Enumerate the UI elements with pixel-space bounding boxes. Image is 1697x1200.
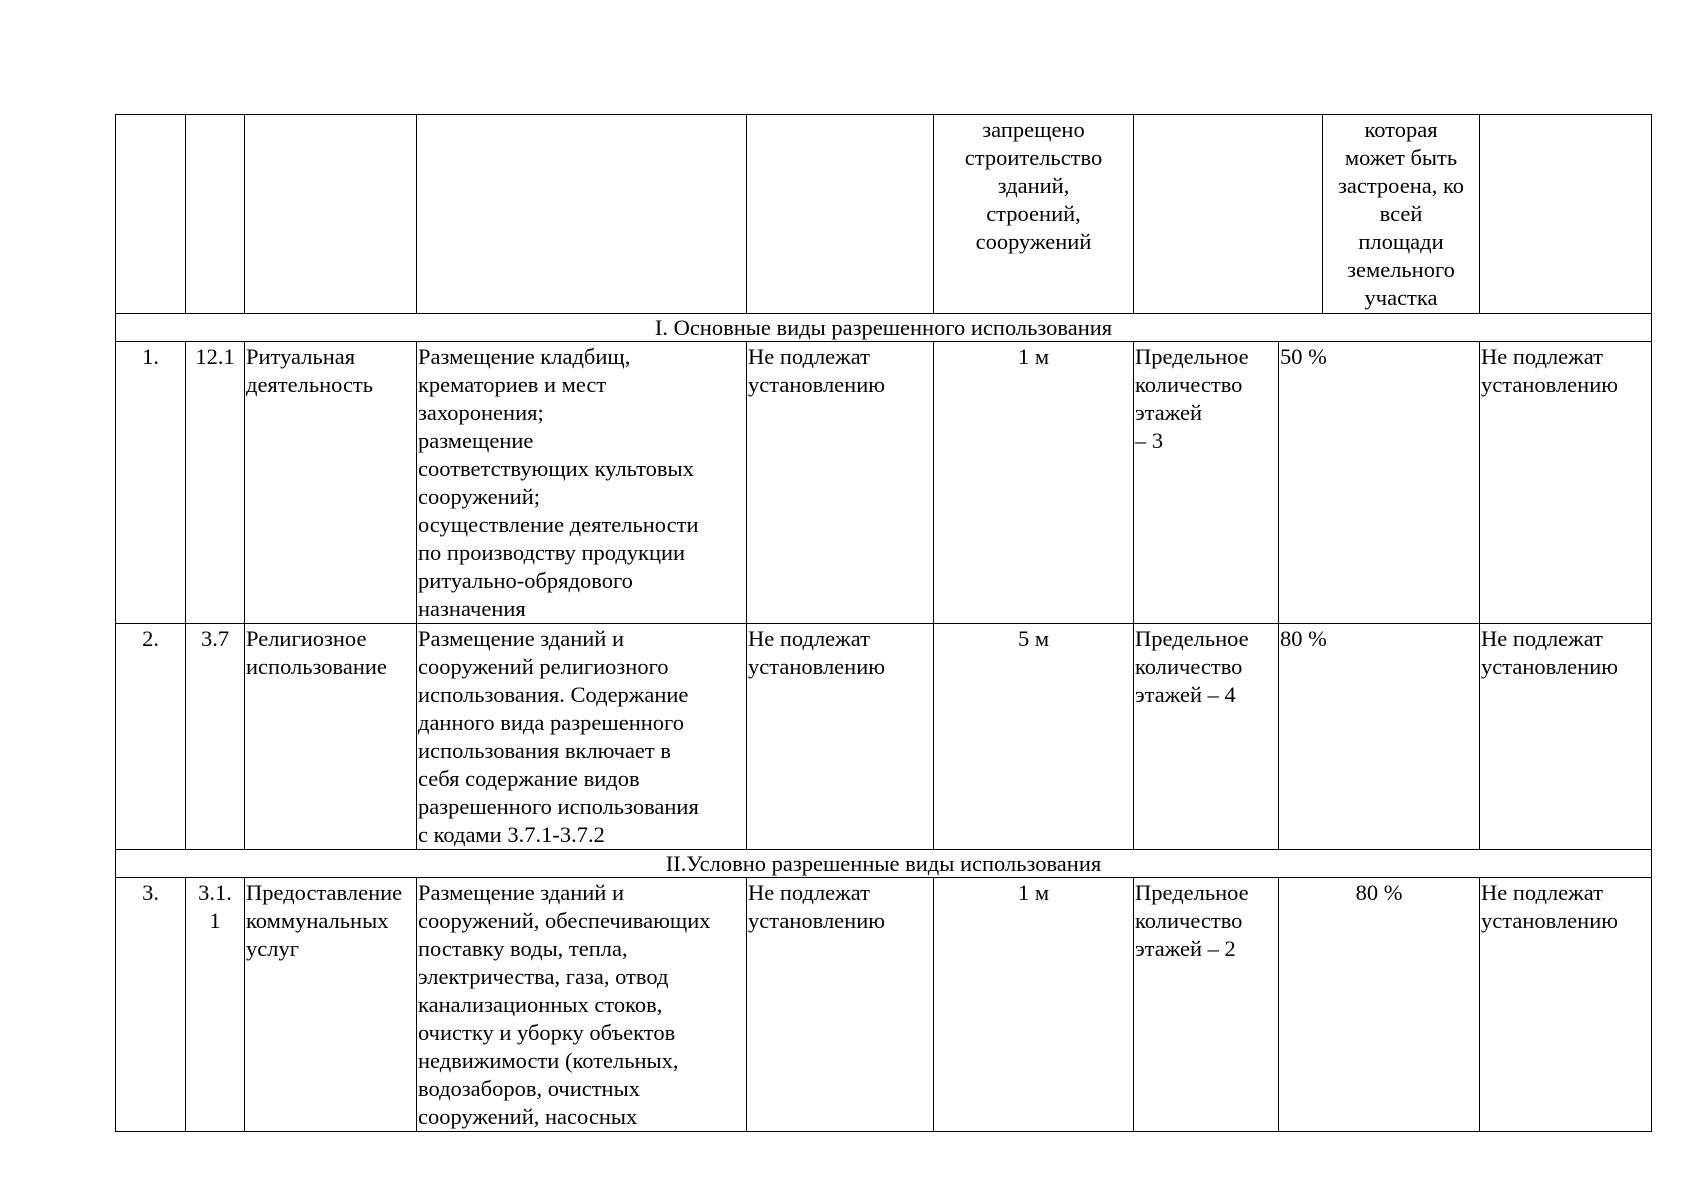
header-cell-code xyxy=(186,115,245,314)
header-cell-plot-size xyxy=(747,115,934,314)
section-row-conditional xyxy=(116,850,1652,878)
row-coverage: 80 % xyxy=(1279,878,1480,1132)
row-description: Размещение зданий и сооружений, обеспечивающих поставку воды, тепла, электричества, газа, отвод канализационных стоков, очистку и уборку объектов недвижимости (котельных, водозаборов, очистных сооружений, насосных xyxy=(417,878,747,1132)
row-setback: 1 м xyxy=(934,878,1134,1132)
row-floors: Предельное количество этажей – 3 xyxy=(1134,342,1279,624)
section-title: I. Основные виды разрешенного использования xyxy=(116,314,1652,342)
table-row xyxy=(116,878,1652,1132)
row-number: 1. xyxy=(116,342,186,624)
table-row xyxy=(116,342,1652,624)
row-use-name: Предоставление коммунальных услуг xyxy=(245,878,417,1132)
row-code: 3.7 xyxy=(186,624,245,850)
section-title: II.Условно разрешенные виды использования xyxy=(116,850,1652,878)
row-number: 3. xyxy=(116,878,186,1132)
row-description: Размещение кладбищ, крематориев и мест захоронения; размещение соответствующих культовых сооружений; осуществление деятельности по производству продукции ритуально-обрядового назначения xyxy=(417,342,747,624)
land-use-table xyxy=(115,114,1652,1132)
table-header-continuation xyxy=(116,115,1652,314)
header-cell-floors xyxy=(1134,115,1323,314)
row-other: Не подлежат установлению xyxy=(1480,342,1652,624)
section-row-main xyxy=(116,314,1652,342)
row-other: Не подлежат установлению xyxy=(1480,878,1652,1132)
row-floors: Предельное количество этажей – 2 xyxy=(1134,878,1279,1132)
row-coverage: 80 % xyxy=(1279,624,1480,850)
row-floors: Предельное количество этажей – 4 xyxy=(1134,624,1279,850)
header-cell-setback: запрещено строительство зданий, строений, сооружений xyxy=(934,115,1134,314)
row-number: 2. xyxy=(116,624,186,850)
row-plot-size: Не подлежат установлению xyxy=(747,878,934,1132)
header-cell-other xyxy=(1480,115,1652,314)
row-coverage: 50 % xyxy=(1279,342,1480,624)
row-use-name: Ритуальная деятельность xyxy=(245,342,417,624)
row-code: 3.1. 1 xyxy=(186,878,245,1132)
row-description: Размещение зданий и сооружений религиозного использования. Содержание данного вида разрешенного использования включает в себя содержание видов разрешенного использования с кодами 3.7.1-3.7.2 xyxy=(417,624,747,850)
row-plot-size: Не подлежат установлению xyxy=(747,624,934,850)
header-cell-description xyxy=(417,115,747,314)
row-use-name: Религиозное использование xyxy=(245,624,417,850)
row-plot-size: Не подлежат установлению xyxy=(747,342,934,624)
header-cell-name xyxy=(245,115,417,314)
row-setback: 1 м xyxy=(934,342,1134,624)
row-setback: 5 м xyxy=(934,624,1134,850)
header-cell-num xyxy=(116,115,186,314)
row-code: 12.1 xyxy=(186,342,245,624)
table-row xyxy=(116,624,1652,850)
header-cell-coverage: которая может быть застроена, ко всей площади земельного участка xyxy=(1323,115,1480,314)
row-other: Не подлежат установлению xyxy=(1480,624,1652,850)
